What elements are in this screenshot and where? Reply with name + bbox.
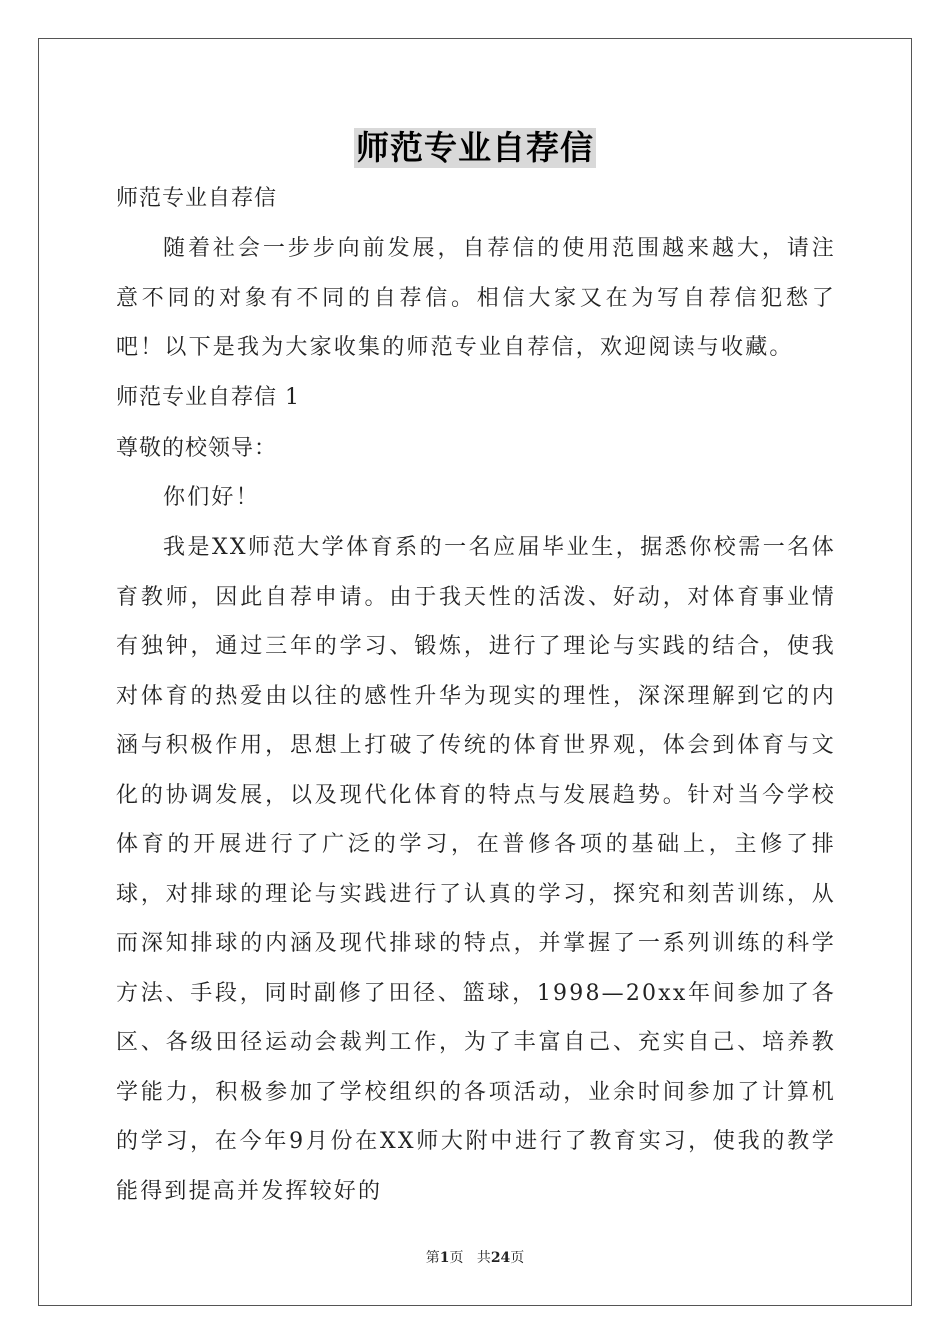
salutation: 尊敬的校领导： (116, 436, 278, 461)
intro-paragraph: 随着社会一步步向前发展，自荐信的使用范围越来越大，请注意不同的对象有不同的自荐信。相信大家又在为写自荐信犯愁了吧！以下是我为大家收集的师范专业自荐信，欢迎阅读与收藏。 (116, 236, 836, 360)
body-paragraph: 我是XX师范大学体育系的一名应届毕业生，据悉你校需一名体育教师，因此自荐申请。由于我天性的活泼、好动，对体育事业情有独钟，通过三年的学习、锻炼，进行了理论与实践的结合，使我对体育的热爱由以往的感性升华为现实的理性，深深理解到它的内涵与积极作用，思想上打破了传统的体育世界观，体会到体育与文化的协调发展，以及现代化体育的特点与发展趋势。针对当今学校体育的开展进行了广泛的学习，在普修各项的基础上，主修了排球，对排球的理论与实践进行了认真的学习，探究和刻苦训练，从而深知排球的内涵及现代排球的特点，并掌握了一系列训练的科学方法、手段，同时副修了田径、篮球，1998—20xx年间参加了各区、各级田径运动会裁判工作，为了丰富自己、充实自己、培养教学能力，积极参加了学校组织的各项活动，业余时间参加了计算机的学习，在今年9月份在XX师大附中进行了教育实习，使我的教学能得到提高并发挥较好的 (116, 535, 836, 1204)
total-pages: 24 (490, 1250, 511, 1266)
page-number: 1 (439, 1250, 450, 1266)
page-suffix: 页 (449, 1250, 464, 1266)
greeting: 你们好！ (163, 485, 260, 510)
page-footer (0, 1247, 950, 1267)
title-container (0, 128, 950, 168)
subtitle: 师范专业自荐信 (116, 186, 278, 211)
document-title: 师范专业自荐信 (356, 128, 594, 167)
section-title: 师范专业自荐信 1 (116, 385, 300, 410)
total-suffix: 页 (510, 1250, 525, 1266)
total-prefix: 共 (476, 1250, 491, 1266)
page-prefix: 第 (425, 1250, 440, 1266)
